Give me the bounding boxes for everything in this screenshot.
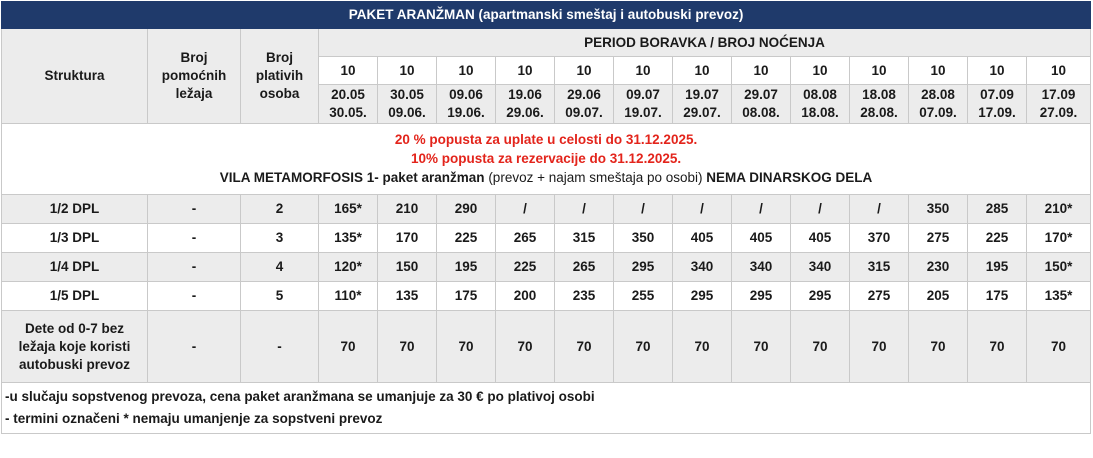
period-nights: 10 bbox=[555, 57, 614, 85]
package-price-table bbox=[1, 1, 1091, 434]
period-dates bbox=[496, 85, 555, 124]
price-cell: 295 bbox=[732, 282, 791, 311]
period-dates bbox=[437, 85, 496, 124]
period-from: 20.05 bbox=[331, 87, 365, 102]
price-row bbox=[2, 282, 1091, 311]
price-cell: 370 bbox=[850, 224, 909, 253]
period-nights: 10 bbox=[673, 57, 732, 85]
period-nights: 10 bbox=[968, 57, 1027, 85]
period-to: 19.06. bbox=[447, 105, 485, 120]
price-cell: 70 bbox=[437, 311, 496, 383]
period-to: 08.08. bbox=[742, 105, 780, 120]
price-cell: 175 bbox=[968, 282, 1027, 311]
header-period: PERIOD BORAVKA / BROJ NOĆENJA bbox=[319, 29, 1091, 57]
price-cell: 70 bbox=[968, 311, 1027, 383]
period-from: 29.07 bbox=[744, 87, 778, 102]
price-cell: / bbox=[791, 195, 850, 224]
price-cell: 275 bbox=[850, 282, 909, 311]
period-nights: 10 bbox=[909, 57, 968, 85]
period-from: 19.06 bbox=[508, 87, 542, 102]
price-cell: 315 bbox=[850, 253, 909, 282]
price-cell: 70 bbox=[732, 311, 791, 383]
aux-beds-count: - bbox=[148, 253, 241, 282]
price-cell: 350 bbox=[614, 224, 673, 253]
discount-early-booking: 10% popusta za rezervacije do 31.12.2025. bbox=[410, 151, 682, 166]
price-cell: 195 bbox=[437, 253, 496, 282]
child-label-line: Dete od 0-7 bez bbox=[24, 320, 125, 336]
period-nights: 10 bbox=[378, 57, 437, 85]
child-label-line: autobuski prevoz bbox=[18, 356, 131, 372]
price-cell: 350 bbox=[909, 195, 968, 224]
price-row bbox=[2, 224, 1091, 253]
period-nights: 10 bbox=[850, 57, 909, 85]
period-to: 30.05. bbox=[329, 105, 367, 120]
price-cell: 200 bbox=[496, 282, 555, 311]
price-cell: 210 bbox=[378, 195, 437, 224]
period-dates bbox=[850, 85, 909, 124]
period-nights: 10 bbox=[732, 57, 791, 85]
room-structure: 1/5 DPL bbox=[2, 282, 148, 311]
price-cell: 70 bbox=[673, 311, 732, 383]
period-to: 09.06. bbox=[388, 105, 426, 120]
price-cell: 295 bbox=[614, 253, 673, 282]
price-cell: 295 bbox=[791, 282, 850, 311]
period-dates bbox=[555, 85, 614, 124]
period-from: 17.09 bbox=[1041, 87, 1076, 102]
child-label bbox=[2, 311, 148, 383]
price-cell: 120* bbox=[319, 253, 378, 282]
info-block bbox=[2, 124, 1091, 195]
price-cell: / bbox=[496, 195, 555, 224]
period-from: 29.06 bbox=[567, 87, 601, 102]
period-dates bbox=[614, 85, 673, 124]
period-from: 30.05 bbox=[390, 87, 424, 102]
price-cell: 70 bbox=[909, 311, 968, 383]
price-cell: 225 bbox=[968, 224, 1027, 253]
paying-persons-count: 5 bbox=[241, 282, 319, 311]
price-cell: 315 bbox=[555, 224, 614, 253]
discount-full-payment: 20 % popusta za uplate u celosti do 31.12.2025. bbox=[394, 132, 698, 147]
table-title: PAKET ARANŽMAN (apartmanski smeštaj i autobuski prevoz) bbox=[2, 2, 1091, 29]
paying-persons-count: 4 bbox=[241, 253, 319, 282]
price-cell: 290 bbox=[437, 195, 496, 224]
header-struktura: Struktura bbox=[2, 29, 148, 124]
price-cell: / bbox=[732, 195, 791, 224]
period-from: 19.07 bbox=[685, 87, 719, 102]
period-from: 09.06 bbox=[449, 87, 483, 102]
note-line: - termini označeni * nemaju umanjenje za sopstveni prevoz bbox=[5, 411, 383, 426]
room-structure: 1/2 DPL bbox=[2, 195, 148, 224]
period-to: 29.07. bbox=[683, 105, 721, 120]
price-cell: 175 bbox=[437, 282, 496, 311]
price-cell: 265 bbox=[555, 253, 614, 282]
price-cell: 295 bbox=[673, 282, 732, 311]
aux-beds-count: - bbox=[148, 224, 241, 253]
period-dates bbox=[968, 85, 1027, 124]
price-cell: 150* bbox=[1027, 253, 1091, 282]
period-dates bbox=[791, 85, 850, 124]
price-cell: 135* bbox=[319, 224, 378, 253]
price-cell: 340 bbox=[791, 253, 850, 282]
price-cell: / bbox=[614, 195, 673, 224]
price-cell: 235 bbox=[555, 282, 614, 311]
price-cell: 110* bbox=[319, 282, 378, 311]
paying-persons-count: - bbox=[241, 311, 319, 383]
paying-persons-count: 2 bbox=[241, 195, 319, 224]
period-nights: 10 bbox=[614, 57, 673, 85]
price-cell: 265 bbox=[496, 224, 555, 253]
child-label-line: ležaja koje koristi bbox=[18, 338, 131, 354]
period-nights: 10 bbox=[1027, 57, 1091, 85]
period-from: 18.08 bbox=[862, 87, 896, 102]
period-to: 28.08. bbox=[860, 105, 898, 120]
price-cell: 210* bbox=[1027, 195, 1091, 224]
period-to: 29.06. bbox=[506, 105, 544, 120]
price-cell: / bbox=[673, 195, 732, 224]
price-cell: 70 bbox=[378, 311, 437, 383]
period-dates bbox=[319, 85, 378, 124]
period-from: 09.07 bbox=[626, 87, 660, 102]
room-structure: 1/4 DPL bbox=[2, 253, 148, 282]
room-structure: 1/3 DPL bbox=[2, 224, 148, 253]
period-dates bbox=[1027, 85, 1091, 124]
period-dates bbox=[673, 85, 732, 124]
period-dates bbox=[732, 85, 791, 124]
header-paying-persons: Broj plativih osoba bbox=[241, 29, 319, 124]
price-cell: 165* bbox=[319, 195, 378, 224]
price-cell: 225 bbox=[496, 253, 555, 282]
price-cell: 255 bbox=[614, 282, 673, 311]
period-to: 18.08. bbox=[801, 105, 839, 120]
price-cell: 275 bbox=[909, 224, 968, 253]
period-to: 17.09. bbox=[978, 105, 1016, 120]
period-nights: 10 bbox=[791, 57, 850, 85]
notes-block bbox=[2, 383, 1091, 434]
period-to: 09.07. bbox=[565, 105, 603, 120]
price-row bbox=[2, 253, 1091, 282]
aux-beds-count: - bbox=[148, 311, 241, 383]
price-cell: 70 bbox=[850, 311, 909, 383]
price-cell: 230 bbox=[909, 253, 968, 282]
period-to: 19.07. bbox=[624, 105, 662, 120]
period-from: 28.08 bbox=[921, 87, 955, 102]
aux-beds-count: - bbox=[148, 195, 241, 224]
period-from: 07.09 bbox=[980, 87, 1014, 102]
price-cell: 70 bbox=[496, 311, 555, 383]
price-cell: 170 bbox=[378, 224, 437, 253]
price-cell: 135 bbox=[378, 282, 437, 311]
price-cell: 195 bbox=[968, 253, 1027, 282]
price-cell: 70 bbox=[319, 311, 378, 383]
price-cell: 170* bbox=[1027, 224, 1091, 253]
price-cell: 205 bbox=[909, 282, 968, 311]
price-cell: / bbox=[850, 195, 909, 224]
period-dates bbox=[378, 85, 437, 124]
price-cell: 70 bbox=[791, 311, 850, 383]
price-cell: 405 bbox=[732, 224, 791, 253]
price-cell: 150 bbox=[378, 253, 437, 282]
price-cell: 225 bbox=[437, 224, 496, 253]
price-cell: 285 bbox=[968, 195, 1027, 224]
note-line: -u slučaju sopstvenog prevoza, cena paket aranžmana se umanjuje za 30 € po plativoj osobi bbox=[5, 389, 595, 404]
price-cell: 70 bbox=[555, 311, 614, 383]
price-cell: 70 bbox=[1027, 311, 1091, 383]
aux-beds-count: - bbox=[148, 282, 241, 311]
price-cell: 135* bbox=[1027, 282, 1091, 311]
period-nights: 10 bbox=[437, 57, 496, 85]
period-dates bbox=[909, 85, 968, 124]
price-cell: 405 bbox=[673, 224, 732, 253]
price-cell: 70 bbox=[614, 311, 673, 383]
header-aux-beds: Broj pomoćnih ležaja bbox=[148, 29, 241, 124]
price-cell: 340 bbox=[732, 253, 791, 282]
period-nights: 10 bbox=[496, 57, 555, 85]
period-to: 27.09. bbox=[1039, 105, 1078, 120]
period-to: 07.09. bbox=[919, 105, 957, 120]
period-nights: 10 bbox=[319, 57, 378, 85]
price-cell: 340 bbox=[673, 253, 732, 282]
villa-description: VILA METAMORFOSIS 1- paket aranžman (prevoz + najam smeštaja po osobi) NEMA DINARSKOG DELA bbox=[219, 170, 873, 185]
child-price-row bbox=[2, 311, 1091, 383]
period-from: 08.08 bbox=[803, 87, 837, 102]
price-cell: / bbox=[555, 195, 614, 224]
price-cell: 405 bbox=[791, 224, 850, 253]
paying-persons-count: 3 bbox=[241, 224, 319, 253]
price-row bbox=[2, 195, 1091, 224]
